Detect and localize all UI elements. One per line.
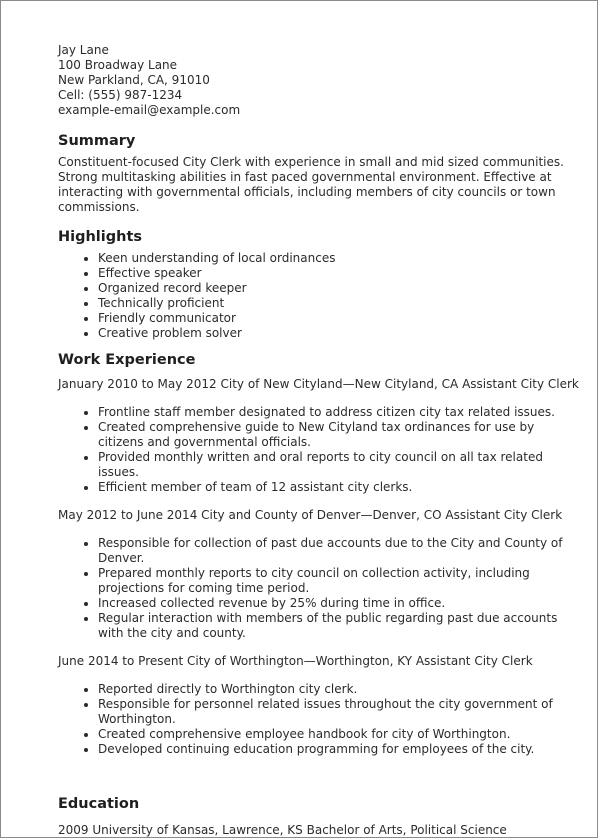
summary-text: Constituent-focused City Clerk with experience in small and mid sized communities. Strong multitasking abilities in fast paced governmental environment. Effective at interacting with governmental officials, including members of city councils or town commissions. (58, 155, 564, 214)
job-bullet: • Efficient member of team of 12 assistant city clerks. (98, 480, 582, 495)
contact-block (58, 43, 582, 118)
summary-heading: Summary (58, 133, 136, 149)
job-bullet: • Increased collected revenue by 25% during time in office. (98, 596, 582, 611)
job-bullet: • Provided monthly written and oral reports to city council on all tax related issues. (98, 450, 582, 480)
education-heading: Education (58, 796, 140, 812)
contact-city: New Parkland, CA, 91010 (58, 73, 210, 87)
work-experience-heading: Work Experience (58, 352, 196, 368)
contact-name: Jay Lane (58, 43, 109, 57)
job-bullets (58, 405, 582, 495)
contact-street: 100 Broadway Lane (58, 58, 178, 72)
highlight-item: • Technically proficient (98, 296, 582, 311)
education-text: 2009 University of Kansas, Lawrence, KS Bachelor of Arts, Political Science (58, 823, 507, 837)
highlight-item: • Organized record keeper (98, 281, 582, 296)
job-bullet: • Created comprehensive employee handbook for city of Worthington. (98, 727, 582, 742)
job-header: May 2012 to June 2014 City and County of Denver—Denver, CO Assistant City Clerk (58, 508, 563, 522)
job-bullet: • Responsible for collection of past due accounts due to the City and County of Denver. (98, 536, 582, 566)
highlight-item: • Friendly communicator (98, 311, 582, 326)
job-bullet: • Regular interaction with members of the public regarding past due accounts with the city and county. (98, 611, 582, 641)
highlight-item: • Keen understanding of local ordinances (98, 251, 582, 266)
highlight-item: • Creative problem solver (98, 326, 582, 341)
highlights-heading: Highlights (58, 229, 143, 245)
job-bullet: • Developed continuing education programming for employees of the city. (98, 742, 582, 757)
job-bullets (58, 536, 582, 641)
resume-content (58, 43, 582, 838)
job-bullet: • Reported directly to Worthington city clerk. (98, 682, 582, 697)
job-header: January 2010 to May 2012 City of New Cityland—New Cityland, CA Assistant City Clerk (58, 377, 579, 391)
job-bullet: • Frontline staff member designated to address citizen city tax related issues. (98, 405, 582, 420)
highlights-list (58, 251, 582, 341)
job-bullet: • Prepared monthly reports to city council on collection activity, including projections for coming time period. (98, 566, 582, 596)
contact-phone: Cell: (555) 987-1234 (58, 88, 183, 102)
highlight-item: • Effective speaker (98, 266, 582, 281)
job-header: June 2014 to Present City of Worthington—Worthington, KY Assistant City Clerk (58, 654, 533, 668)
job-bullet: • Created comprehensive guide to New Cityland tax ordinances for use by citizens and governmental officials. (98, 420, 582, 450)
job-bullet: • Responsible for personnel related issues throughout the city government of Worthington. (98, 697, 582, 727)
contact-email: example-email@example.com (58, 103, 241, 117)
job-bullets (58, 682, 582, 757)
